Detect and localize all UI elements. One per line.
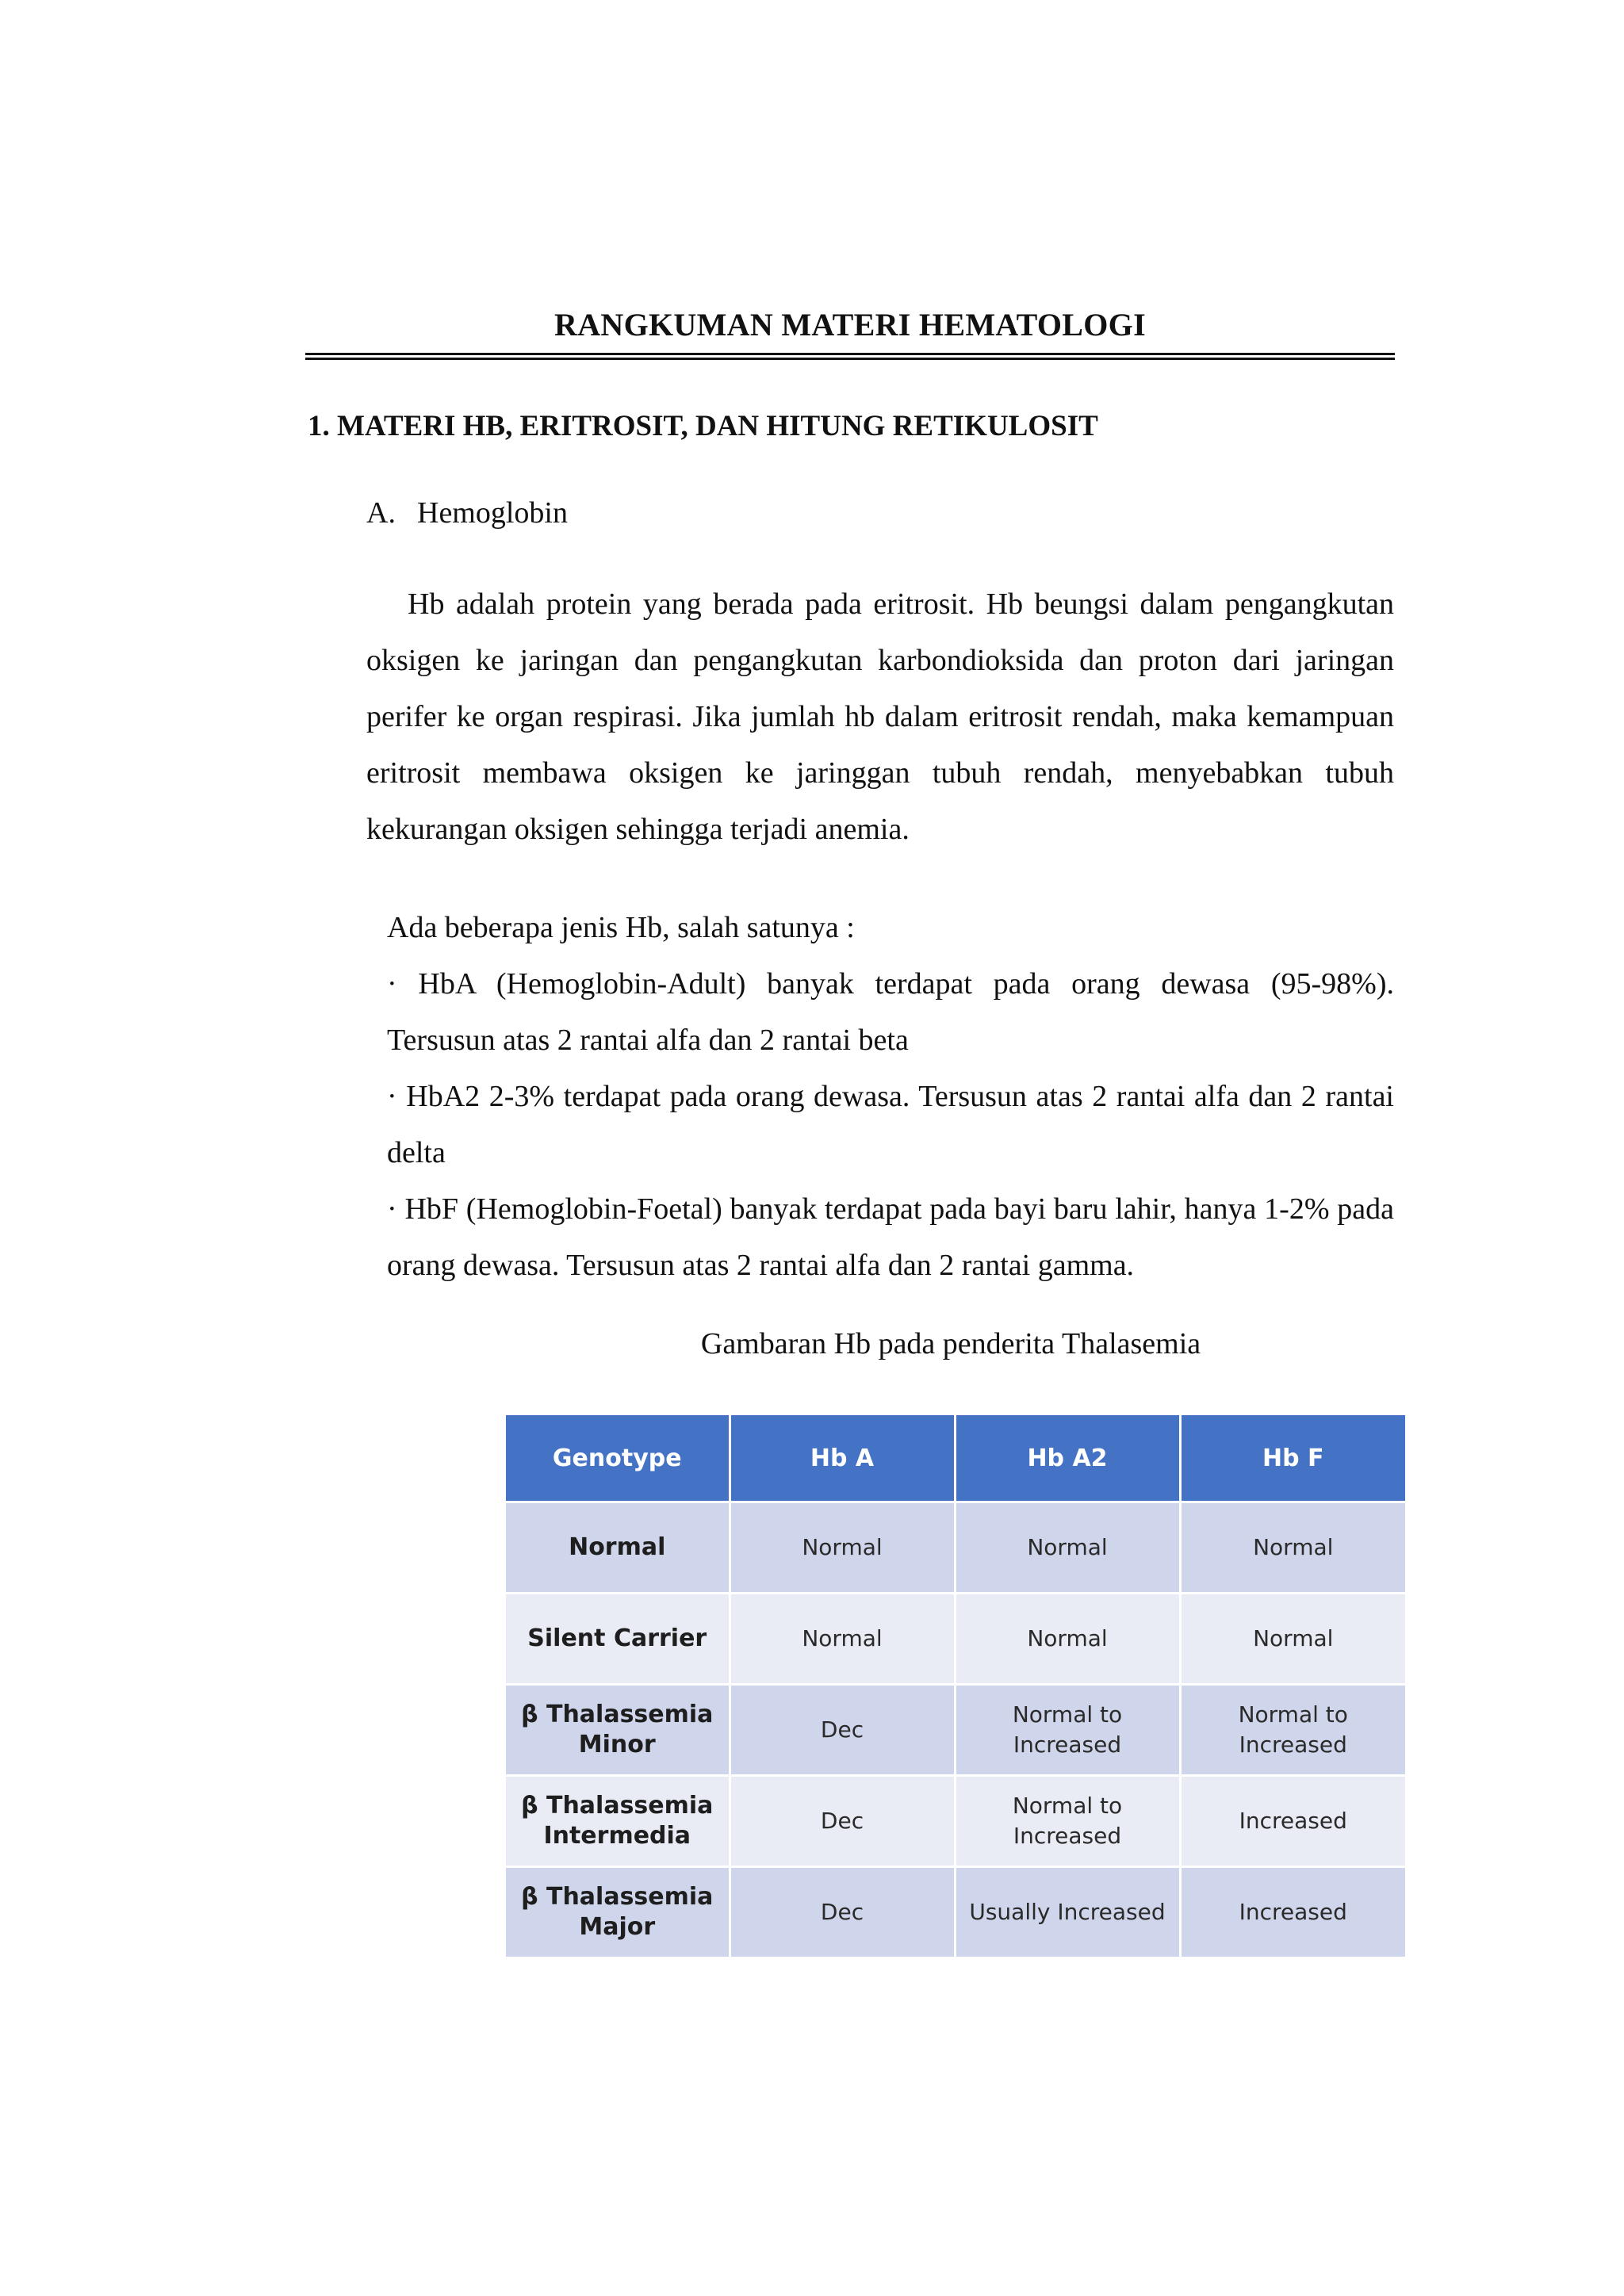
hb-type-item: · HbA2 2-3% terdapat pada orang dewasa. Tersusun atas 2 rantai alfa dan 2 rantai delta [387, 1080, 1394, 1169]
figure-caption: Gambaran Hb pada penderita Thalasemia [700, 1327, 1201, 1360]
table-cell: Normal to Increased [955, 1685, 1180, 1776]
table-row [506, 1776, 1405, 1867]
section-heading: 1. MATERI HB, ERITROSIT, DAN HITUNG RETIKULOSIT [308, 410, 1098, 442]
table-cell: Normal [1180, 1502, 1405, 1594]
table-cell: Normal [1180, 1594, 1405, 1685]
table-cell: Dec [730, 1685, 955, 1776]
thalassemia-hb-table [506, 1415, 1405, 1959]
table-cell: Increased [1180, 1776, 1405, 1867]
table-cell: Normal [955, 1502, 1180, 1594]
hb-types-intro: Ada beberapa jenis Hb, salah satunya : [387, 911, 855, 944]
table-cell: Increased [1180, 1867, 1405, 1958]
table-cell-genotype: β Thalassemia Minor [506, 1685, 730, 1776]
hemoglobin-paragraph: Hb adalah protein yang berada pada eritrosit. Hb beungsi dalam pengangkutan oksigen ke jaringan dan pengangkutan karbondioksida dan proton dari jaringan perifer ke organ respirasi. Jika jumlah hb dalam eritrosit rendah, maka kemampuan eritrosit membawa oksigen ke jaringgan tubuh rendah, menyebabkan tubuh kekurangan oksigen sehingga terjadi anemia. [366, 587, 1394, 846]
table-cell-genotype: Silent Carrier [506, 1594, 730, 1685]
table-row [506, 1594, 1405, 1685]
column-header: Hb A [730, 1415, 955, 1502]
table-header-row [506, 1415, 1405, 1502]
page-title: RANGKUMAN MATERI HEMATOLOGI [554, 307, 1146, 342]
table-cell: Normal to Increased [1180, 1685, 1405, 1776]
column-header: Hb A2 [955, 1415, 1180, 1502]
table-cell-genotype: Normal [506, 1502, 730, 1594]
subsection-marker: A. [366, 496, 396, 530]
table-cell: Normal [730, 1594, 955, 1685]
subsection-heading [366, 496, 568, 530]
table-cell: Dec [730, 1867, 955, 1958]
table-row [506, 1502, 1405, 1594]
table-cell-genotype: β Thalassemia Intermedia [506, 1776, 730, 1867]
table-cell: Dec [730, 1776, 955, 1867]
column-header: Genotype [506, 1415, 730, 1502]
hb-types-list [387, 900, 1394, 1294]
table-cell: Normal to Increased [955, 1776, 1180, 1867]
hb-type-item: · HbA (Hemoglobin-Adult) banyak terdapat pada orang dewasa (95-98%). Tersusun atas 2 rantai alfa dan 2 rantai beta [387, 967, 1394, 1057]
table-cell: Normal [730, 1502, 955, 1594]
table-row [506, 1867, 1405, 1958]
hb-type-item: · HbF (Hemoglobin-Foetal) banyak terdapat pada bayi baru lahir, hanya 1-2% pada orang dewasa. Tersusun atas 2 rantai alfa dan 2 rantai gamma. [387, 1192, 1394, 1282]
table-cell: Usually Increased [955, 1867, 1180, 1958]
table-cell: Normal [955, 1594, 1180, 1685]
table-cell-genotype: β Thalassemia Major [506, 1867, 730, 1958]
table-row [506, 1685, 1405, 1776]
subsection-label: Hemoglobin [417, 496, 568, 530]
column-header: Hb F [1180, 1415, 1405, 1502]
title-double-rule [305, 353, 1395, 360]
